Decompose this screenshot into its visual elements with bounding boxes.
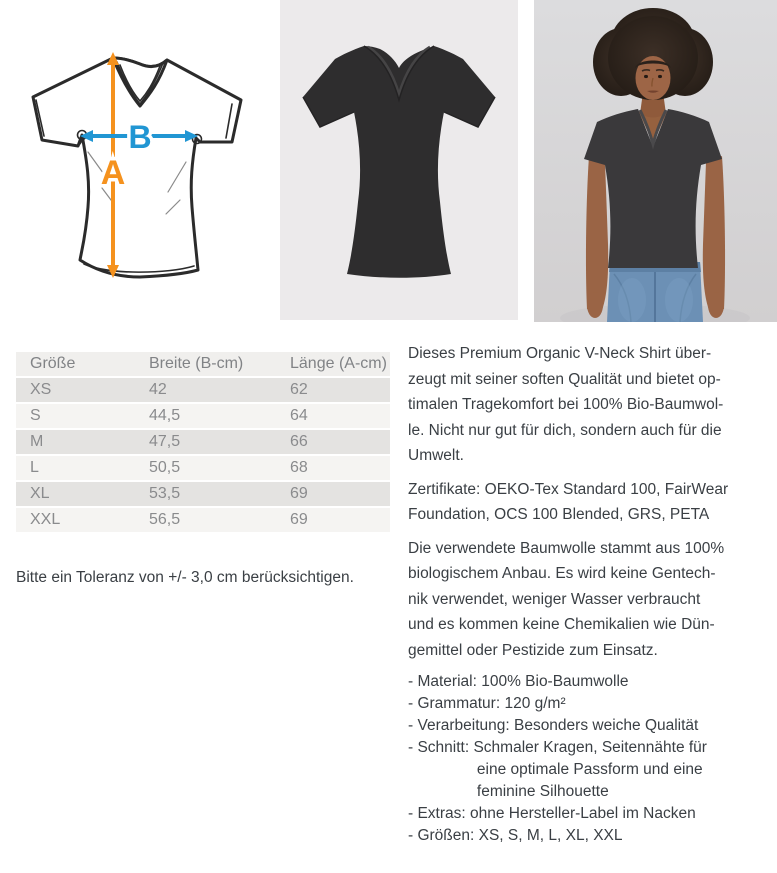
cell-width: 44,5: [135, 404, 276, 430]
cell-size: M: [16, 430, 135, 456]
description-line: zeugt mit seiner soften Qualität und bietet op-: [408, 370, 721, 388]
feature-item: - Größen: XS, S, M, L, XL, XXL: [408, 827, 623, 844]
cell-length: 66: [276, 430, 390, 456]
cell-size: L: [16, 456, 135, 482]
table-row-xs: [16, 378, 390, 404]
table-row-l: [16, 456, 390, 482]
cell-width: 47,5: [135, 430, 276, 456]
cell-size: XXL: [16, 508, 135, 534]
size-table-header-row: [16, 352, 390, 378]
description-line: Umwelt.: [408, 447, 464, 464]
black-tee-graphic: [280, 0, 518, 320]
product-photo-image: [280, 0, 518, 320]
description-line: Dieses Premium Organic V-Neck Shirt über-: [408, 345, 712, 362]
table-row-m: [16, 430, 390, 456]
tolerance-note: Bitte ein Toleranz von +/- 3,0 cm berücksichtigen.: [16, 569, 354, 586]
product-description: [408, 341, 774, 847]
features-list: [408, 671, 774, 847]
feature-item: - Extras: ohne Hersteller-Label im Nacken: [408, 805, 696, 822]
cell-length: 64: [276, 404, 390, 430]
table-row-xl: [16, 482, 390, 508]
feature-item: - Schnitt: Schmaler Kragen, Seitennähte für: [408, 739, 707, 756]
description-line: nik verwendet, weniger Wasser verbraucht: [408, 590, 701, 608]
description-line: und es kommen keine Chemikalien wie Dün-: [408, 616, 715, 633]
description-line: gemittel oder Pestizide zum Einsatz.: [408, 641, 658, 659]
cotton-paragraph: [408, 536, 774, 664]
cell-width: 42: [135, 378, 276, 404]
label-a: A: [100, 154, 126, 192]
shirt-outline-drawing: [18, 42, 253, 297]
feature-item: - Grammatur: 120 g/m²: [408, 695, 566, 712]
size-table: [16, 352, 390, 534]
cell-length: 62: [276, 378, 390, 404]
column-header-width: Breite (B-cm): [135, 352, 276, 378]
cell-size: XL: [16, 482, 135, 508]
feature-item-continuation: feminine Silhouette: [408, 783, 609, 800]
feature-item: - Verarbeitung: Besonders weiche Qualität: [408, 717, 699, 734]
model-photo-image: [534, 0, 777, 322]
cell-width: 53,5: [135, 482, 276, 508]
description-line: Zertifikate: OEKO-Tex Standard 100, FairWear: [408, 480, 729, 498]
description-line: le. Nicht nur gut für dich, sondern auch für die: [408, 421, 722, 439]
cell-length: 69: [276, 482, 390, 508]
description-line: timalen Tragekomfort bei 100% Bio-Baumwol-: [408, 396, 724, 413]
cell-size: S: [16, 404, 135, 430]
jeans: [607, 262, 703, 322]
description-line: Foundation, OCS 100 Blended, GRS, PETA: [408, 506, 710, 523]
certificates-paragraph: [408, 477, 774, 528]
label-b: B: [128, 119, 152, 155]
cell-width: 50,5: [135, 456, 276, 482]
cell-width: 56,5: [135, 508, 276, 534]
table-row-s: [16, 404, 390, 430]
table-row-xxl: [16, 508, 390, 534]
column-header-size: Größe: [16, 352, 135, 378]
description-line: biologischem Anbau. Es wird keine Gentech-: [408, 565, 716, 582]
cell-length: 69: [276, 508, 390, 534]
column-header-length: Länge (A-cm): [276, 352, 390, 378]
cell-length: 68: [276, 456, 390, 482]
model-graphic: [534, 0, 777, 322]
feature-item-continuation: eine optimale Passform und eine: [408, 761, 703, 778]
description-paragraph: [408, 341, 774, 469]
cell-size: XS: [16, 378, 135, 404]
description-line: Die verwendete Baumwolle stammt aus 100%: [408, 539, 725, 557]
measurement-diagram-image: [18, 42, 253, 297]
feature-item: - Material: 100% Bio-Baumwolle: [408, 673, 629, 690]
